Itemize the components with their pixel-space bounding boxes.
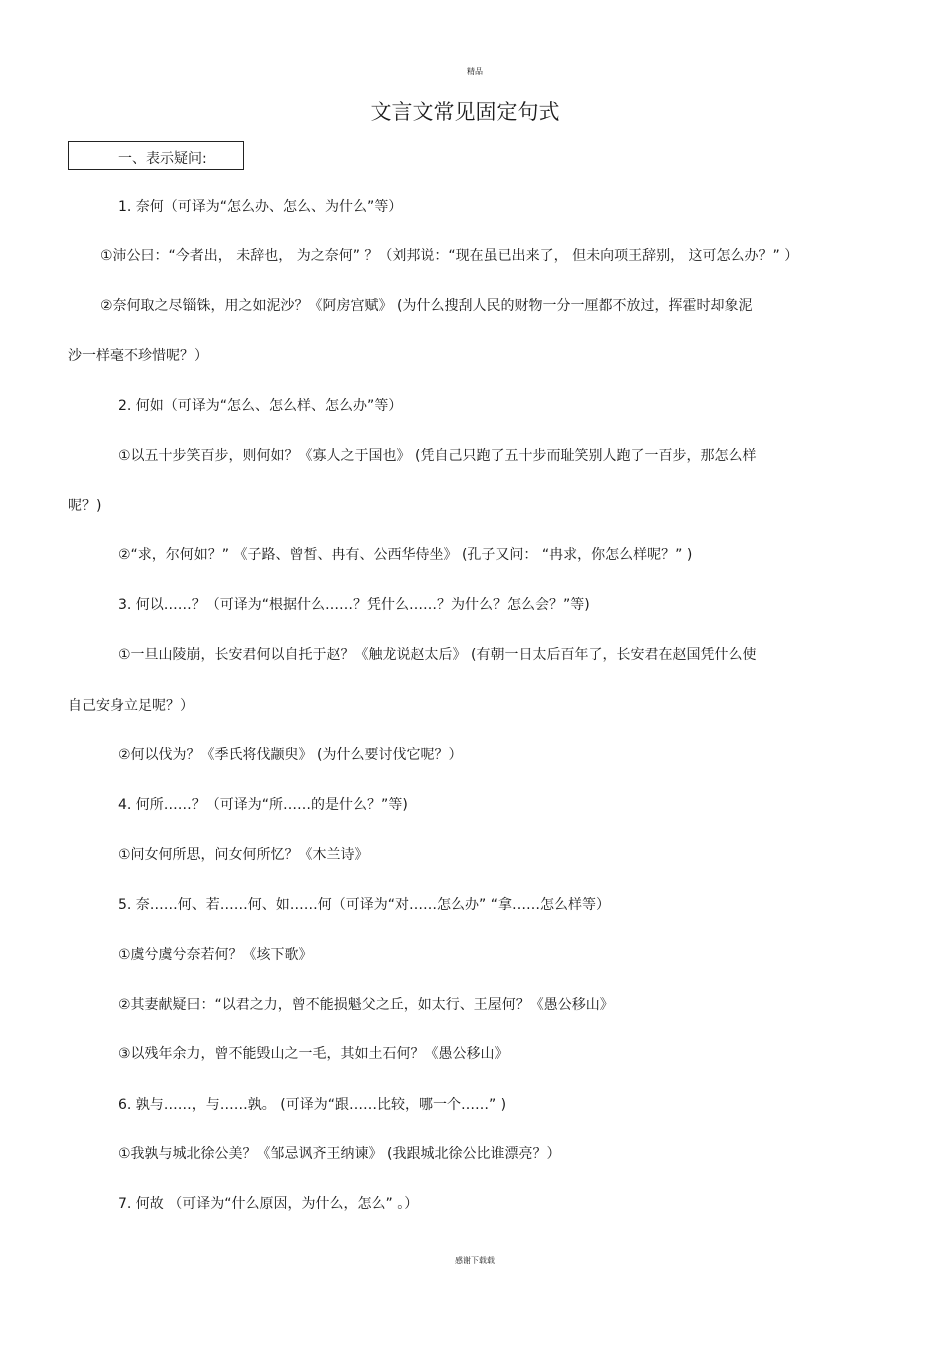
item-heading: 5. 奈……何、若……何、如……何（可译为“对……怎么办” “拿……怎么样等） [118, 897, 611, 913]
example-line: ①以五十步笑百步，则何如？《寡人之于国也》 (凭自己只跑了五十步而耻笑别人跑了一百步，那怎么样 [118, 448, 757, 464]
page-footer: 感谢下载载 [455, 1256, 495, 1265]
example-line: ①沛公曰：“今者出， 未辞也， 为之奈何” ？（刘邦说：“现在虽已出来了， 但未向项王辞别， 这可怎么办？” ） [100, 248, 799, 264]
example-line: ①问女何所思，问女何所忆？《木兰诗》 [118, 847, 369, 863]
example-line-cont: 自己安身立足呢？） [68, 698, 194, 714]
section-heading: 一、表示疑问: [118, 151, 207, 167]
item-heading: 1. 奈何（可译为“怎么办、怎么、为什么”等） [118, 199, 403, 215]
page-title: 文言文常见固定句式 [370, 100, 560, 124]
example-line: ①虞兮虞兮奈若何？《垓下歌》 [118, 947, 313, 963]
item-heading: 3. 何以……？（可译为“根据什么……？凭什么……？为什么？怎么会？”等) [118, 597, 590, 613]
page-header: 精品 [467, 67, 483, 76]
item-heading: 6. 孰与……，与……孰。 (可译为“跟……比较，哪一个……” ) [118, 1097, 507, 1113]
example-line: ①我孰与城北徐公美？《邹忌讽齐王纳谏》 (我跟城北徐公比谁漂亮？） [118, 1146, 561, 1162]
example-line: ①一旦山陵崩，长安君何以自托于赵？《触龙说赵太后》 (有朝一日太后百年了，长安君在赵国凭什么使 [118, 647, 757, 663]
example-line: ②“求，尔何如？” 《子路、曾皙、冉有、公西华侍坐》 (孔子又问： “冉求，你怎么样呢？” ) [118, 547, 693, 563]
item-heading: 4. 何所……？（可译为“所……的是什么？”等) [118, 797, 408, 813]
example-line-cont: 沙一样毫不珍惜呢？） [68, 348, 208, 364]
example-line: ②奈何取之尽锱铢，用之如泥沙？《阿房宫赋》 (为什么搜刮人民的财物一分一厘都不放过，挥霍时却象泥 [100, 298, 753, 314]
example-line-cont: 呢？) [68, 498, 102, 514]
item-heading: 7. 何故 （可译为“什么原因，为什么，怎么” 。） [118, 1196, 419, 1212]
item-heading: 2. 何如（可译为“怎么、怎么样、怎么办”等） [118, 398, 403, 414]
example-line: ③以残年余力，曾不能毁山之一毛，其如土石何？《愚公移山》 [118, 1046, 509, 1062]
example-line: ②其妻献疑曰：“以君之力，曾不能损魁父之丘，如太行、王屋何？《愚公移山》 [118, 997, 614, 1013]
example-line: ②何以伐为？《季氏将伐颛臾》 (为什么要讨伐它呢？） [118, 747, 463, 763]
